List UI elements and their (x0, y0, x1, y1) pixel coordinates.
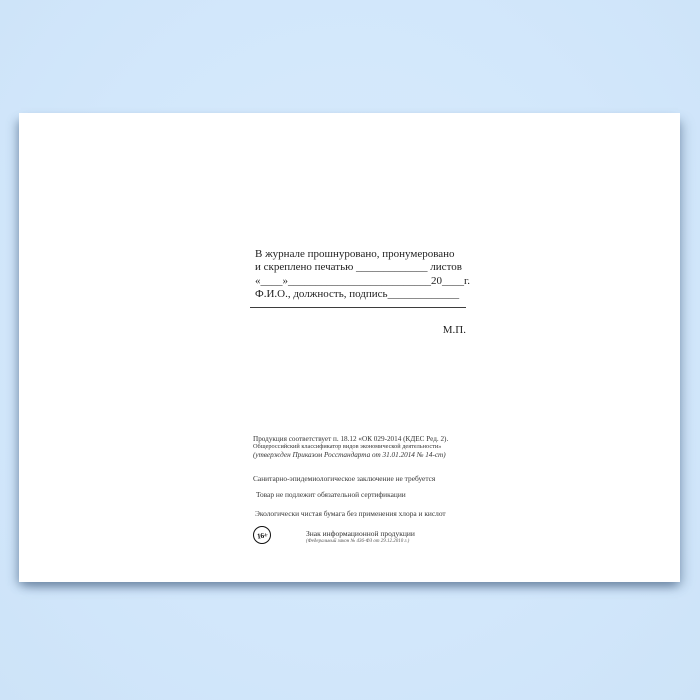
compliance-info-block (253, 435, 498, 555)
age-mark-title: Знак информационной продукции (306, 529, 415, 538)
journal-back-page (19, 113, 680, 582)
age-mark-text (306, 529, 415, 544)
age-16-plus-icon (253, 526, 271, 544)
stamp-place-label: М.П. (442, 323, 466, 336)
stitch-line-4-signature: Ф.И.О., должность, подпись_____________ (255, 288, 460, 301)
okved-line-1: Продукция соответствует п. 18.12 «ОК 029-2014 (КДЕС Ред. 2). (253, 435, 449, 443)
certification-note: Товар не подлежит обязательной сертификации (256, 490, 406, 499)
age-16-plus-label: 16+ (256, 529, 268, 541)
stitch-line-3-date: «____»__________________________20____г. (255, 274, 471, 287)
age-mark-law: (Федеральный закон № 436-ФЗ от 29.12.2010 г.) (306, 539, 410, 544)
signature-rule (250, 307, 466, 308)
stitch-line-1: В журнале прошнуровано, пронумеровано (255, 248, 455, 260)
stitching-certification-block (255, 245, 471, 337)
okved-line-3-approval: (утвержден Приказом Росстандарта от 31.01.2014 № 14-ст) (253, 451, 446, 459)
okved-line-2: Общероссийский классификатор видов экономической деятельности» (253, 443, 442, 450)
eco-paper-note: Экологически чистая бумага без применения хлора и кислот (255, 509, 446, 518)
stitch-line-2: и скреплено печатью _____________ листов (255, 261, 462, 274)
sanitary-note: Санитарно-эпидемиологическое заключение не требуется (253, 473, 436, 483)
